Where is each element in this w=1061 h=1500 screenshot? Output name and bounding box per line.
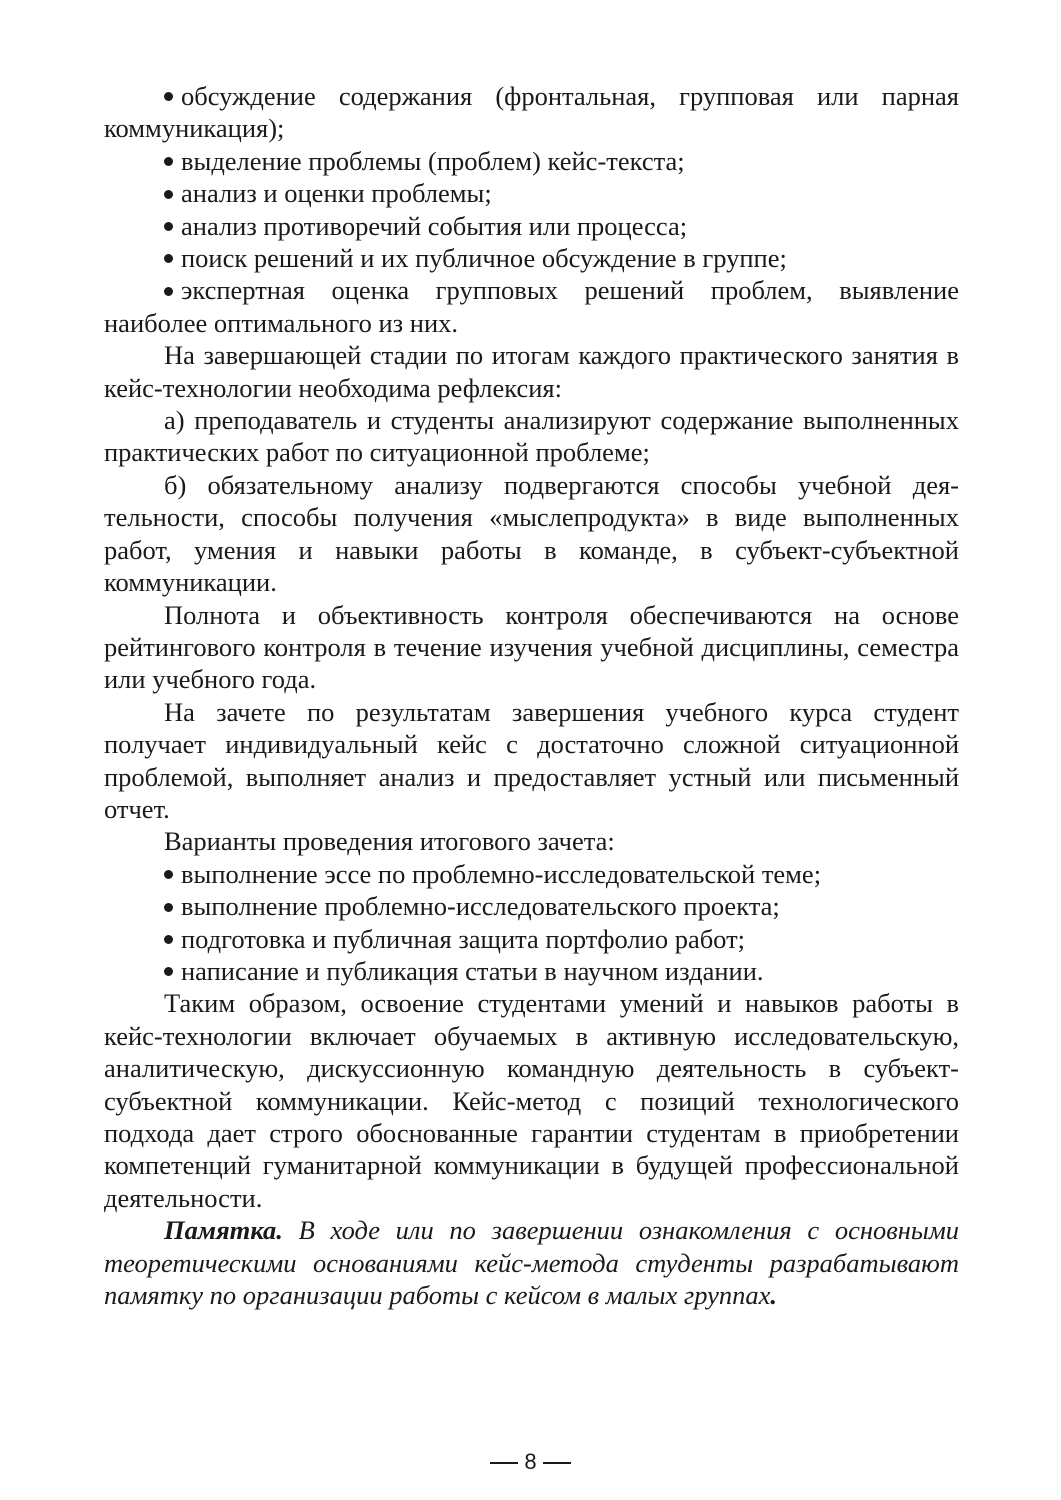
bullet-icon	[164, 92, 173, 101]
page-number: 8	[524, 1449, 537, 1474]
bullet-icon	[164, 222, 173, 231]
page-footer	[0, 1449, 1061, 1475]
list-item: экспертная оценка групповых решений проблем, выявление наиболее оптимального из них.	[104, 275, 959, 338]
bullet-icon	[164, 254, 173, 263]
bullet-icon	[164, 967, 173, 976]
dash-right	[543, 1462, 571, 1464]
list-item: анализ противоречий события или процесса;	[104, 210, 959, 242]
bullet-icon	[164, 935, 173, 944]
list-item: подготовка и публичная защита портфолио работ;	[104, 923, 959, 955]
bullet-icon	[164, 870, 173, 879]
list-item: выполнение эссе по проблемно-исследовательской теме;	[104, 858, 959, 890]
paragraph-reflection-intro: На завершающей стадии по итогам каждого практического занятия в кейс-технологии необходима рефлексия:	[104, 340, 959, 403]
memo-title: Памятка.	[164, 1215, 283, 1246]
list-item: поиск решений и их публичное обсуждение в группе;	[104, 242, 959, 274]
list-item: написание и публикация статьи в научном издании.	[104, 955, 959, 987]
memo-paragraph	[104, 1214, 959, 1311]
paragraph-conclusion: Таким образом, освоение студентами умений и навыков работы в кейс-технологии включает обучаемых в активную исследовательскую, аналитическую, дискуссионную командную деятельность в субъект-субъектной коммуникации. Кейс-метод с позиций технологического подхода дает строго обоснованные гарантии студентам в приобретении компетенций гуманитарной коммуникации в будущей профессиональной деятельности.	[104, 988, 959, 1213]
list-item: выполнение проблемно-исследовательского проекта;	[104, 890, 959, 922]
memo-body: В ходе или по завершении ознакомления с основными теоретическими основаниями кейс-метода студенты разрабатывают памятку по организации работы с кейсом в малых группах	[104, 1215, 959, 1311]
list-item: анализ и оценки проблемы;	[104, 177, 959, 209]
paragraph-reflection-a: а) преподаватель и студенты анализируют содержание выполненных практических работ по ситуационной проблеме;	[104, 405, 959, 468]
page-body	[104, 80, 959, 1311]
dash-left	[490, 1462, 518, 1464]
paragraph-control: Полнота и объективность контроля обеспечиваются на основе рейтингового контроля в течение изучения учебной дисциплины, семестра или учебного года.	[104, 599, 959, 695]
list-item: выделение проблемы (проблем) кейс-текста;	[104, 145, 959, 177]
bullet-icon	[164, 903, 173, 912]
paragraph-variants-intro: Варианты проведения итогового зачета:	[164, 826, 615, 857]
bullet-icon	[164, 190, 173, 199]
bullet-icon	[164, 157, 173, 166]
memo-end: .	[770, 1280, 777, 1311]
paragraph-reflection-b: б) обязательному анализу подвергаются способы учебной деятельности, способы получения «мыслепродукта» в виде выполненных работ, умения и навыки работы в команде, в субъект-субъектной коммуникации.	[104, 469, 959, 598]
paragraph-exam: На зачете по результатам завершения учебного курса студент получает индивидуальный кейс с достаточно сложной ситуационной проблемой, выполняет анализ и предоставляет устный или письменный отчет.	[104, 696, 959, 824]
list-item: обсуждение содержания (фронтальная, групповая или парная коммуникация);	[104, 81, 959, 144]
bullet-icon	[164, 287, 173, 296]
